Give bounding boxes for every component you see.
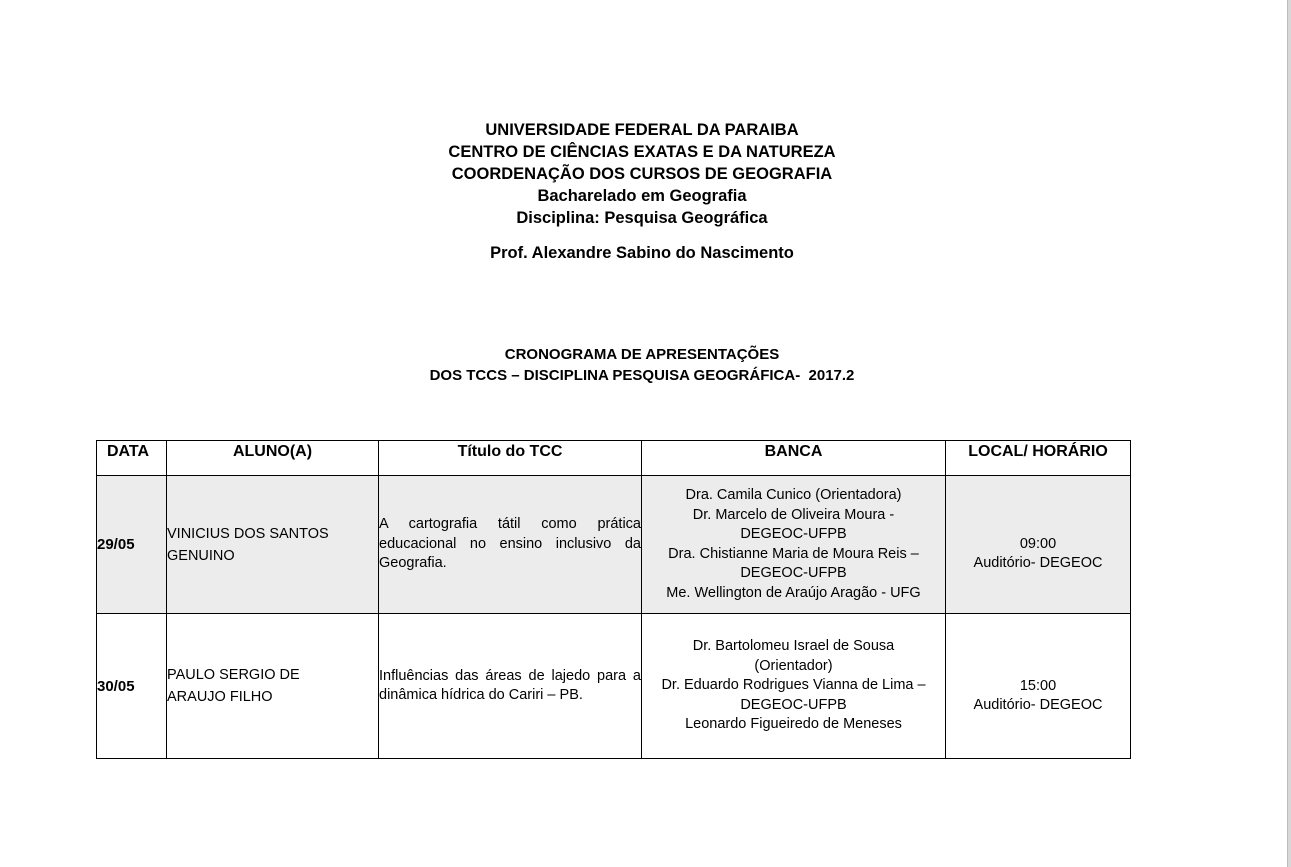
table-row xyxy=(97,614,1131,759)
schedule-title-line2: DOS TCCS – DISCIPLINA PESQUISA GEOGRÁFICA- 2017.2 xyxy=(429,367,855,384)
column-header-aluno: ALUNO(A) xyxy=(167,441,379,476)
cell-date: 29/05 xyxy=(97,476,167,614)
schedule-title-line1: CRONOGRAMA DE APRESENTAÇÕES xyxy=(504,346,780,363)
committee-line: Leonardo Figueiredo de Meneses xyxy=(685,716,902,733)
student-name-line: VINICIUS DOS SANTOS xyxy=(167,525,329,542)
committee-line: Dra. Chistianne Maria de Moura Reis – xyxy=(668,545,919,562)
committee-line: DEGEOC-UFPB xyxy=(740,696,847,713)
student-name-line: ARAUJO FILHO xyxy=(167,689,273,705)
presentation-place: Auditório- DEGEOC xyxy=(973,555,1103,571)
cell-committee xyxy=(642,476,946,614)
column-header-banca: BANCA xyxy=(642,441,946,476)
column-header-local: LOCAL/ HORÁRIO xyxy=(946,441,1131,476)
professor-name: Prof. Alexandre Sabino do Nascimento xyxy=(490,244,794,262)
committee-line: Dr. Marcelo de Oliveira Moura - xyxy=(692,506,895,523)
committee-line: Dra. Camila Cunico (Orientadora) xyxy=(685,487,902,503)
committee-line: Me. Wellington de Araújo Aragão - UFG xyxy=(666,584,921,601)
schedule-table xyxy=(96,440,1131,759)
cell-title: A cartografia tátil como prática educacional no ensino inclusivo da Geografia. xyxy=(379,476,642,614)
committee-line: Dr. Eduardo Rodrigues Vianna de Lima – xyxy=(661,677,926,694)
page-edge-scrollbar xyxy=(1287,0,1291,867)
schedule-title xyxy=(0,344,1284,386)
cell-committee xyxy=(642,614,946,759)
presentation-place: Auditório- DEGEOC xyxy=(973,697,1103,713)
cell-date: 30/05 xyxy=(97,614,167,759)
committee-line: DEGEOC-UFPB xyxy=(740,565,847,581)
column-header-titulo: Título do TCC xyxy=(379,441,642,476)
cell-title: Influências das áreas de lajedo para a dinâmica hídrica do Cariri – PB. xyxy=(379,614,642,759)
cell-location-time xyxy=(946,476,1131,614)
student-name-line: GENUINO xyxy=(167,547,235,564)
course-name: Bacharelado em Geografia xyxy=(537,187,747,205)
cell-student xyxy=(167,614,379,759)
presentation-time: 09:00 xyxy=(1019,535,1057,552)
center-name: CENTRO DE CIÊNCIAS EXATAS E DA NATUREZA xyxy=(448,143,836,161)
cell-student xyxy=(167,476,379,614)
committee-line: (Orientador) xyxy=(754,657,833,674)
document-header xyxy=(0,119,1284,264)
university-name: UNIVERSIDADE FEDERAL DA PARAIBA xyxy=(485,121,799,139)
committee-line: DEGEOC-UFPB xyxy=(740,526,847,542)
table-row xyxy=(97,476,1131,614)
table-header-row xyxy=(97,441,1131,476)
committee-line: Dr. Bartolomeu Israel de Sousa xyxy=(692,638,895,655)
discipline-name: Disciplina: Pesquisa Geográfica xyxy=(516,209,768,227)
coordination-name: COORDENAÇÃO DOS CURSOS DE GEOGRAFIA xyxy=(451,165,833,183)
student-name-line: PAULO SERGIO DE xyxy=(167,667,300,683)
presentation-time: 15:00 xyxy=(1019,677,1057,694)
cell-location-time xyxy=(946,614,1131,759)
column-header-data: DATA xyxy=(97,441,167,476)
